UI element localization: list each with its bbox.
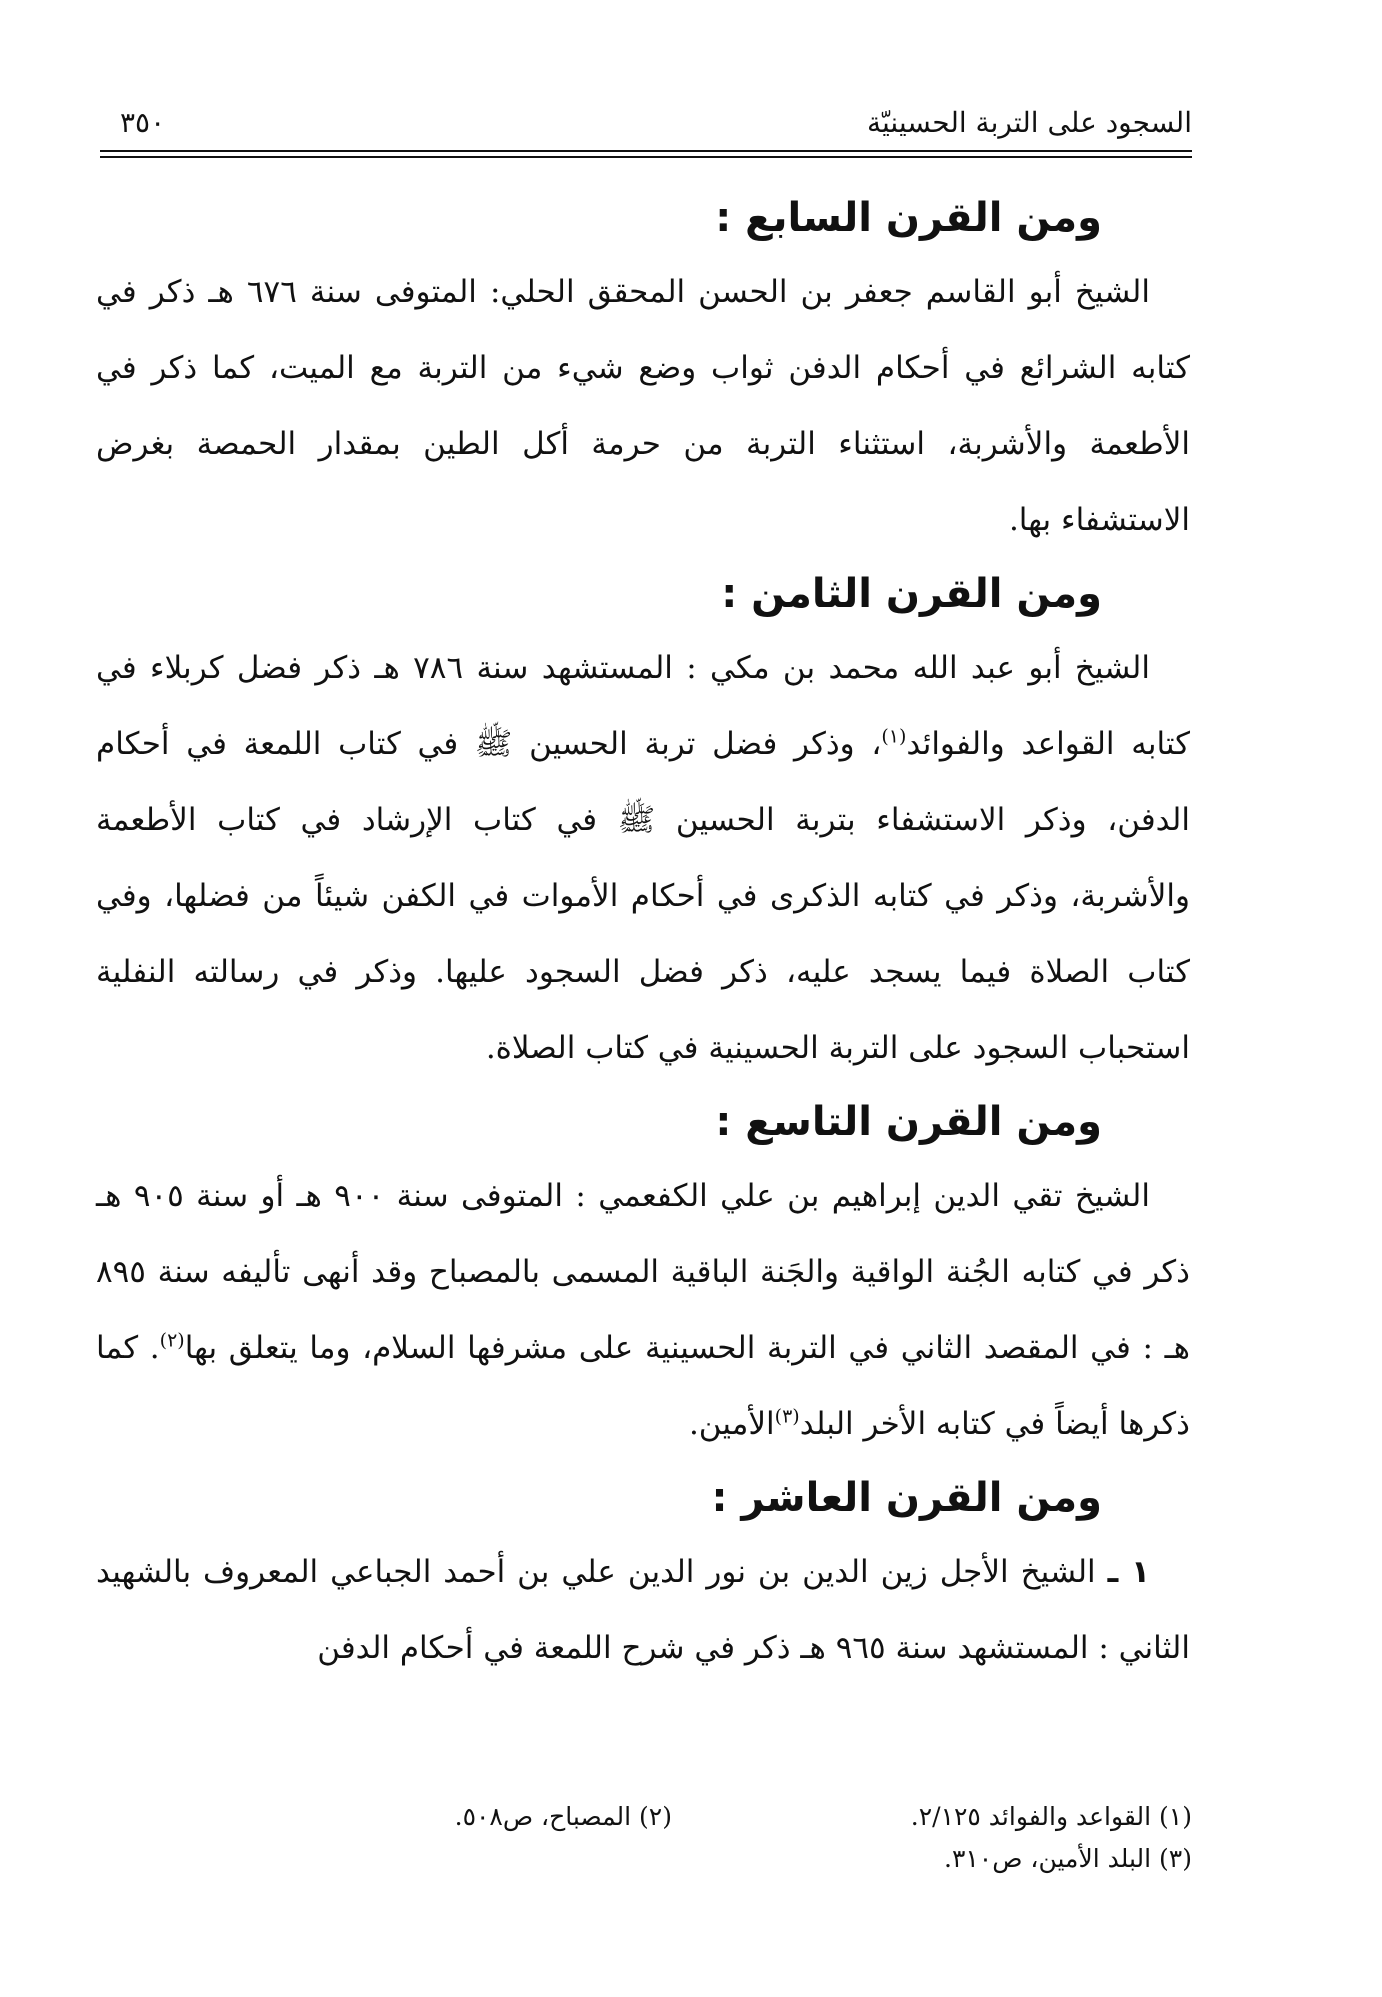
section-heading-8th-century: ومن القرن الثامن : (721, 571, 1102, 617)
paragraph-text: الشيخ أبو عبد الله محمد بن مكي : المستشهد سنة ٧٨٦ هـ ذكر فضل كربلاء في كتابه القواعد والفوائد (96, 650, 1191, 762)
header-rule-double (100, 156, 1192, 158)
paragraph-8th-century (96, 630, 1190, 1086)
header-rule (100, 150, 1192, 152)
paragraph-10th-century-item-1 (96, 1534, 1190, 1686)
paragraph-text: ، وذكر فضل تربة الحسين ﷺ في كتاب اللمعة في أحكام الدفن، وذكر الاستشفاء بتربة الحسين ﷺ في كتاب الإرشاد في كتاب الأطعمة والأشربة، وذكر في كتابه الذكرى في أحكام الأموات في الكفن شيئاً من فضلها، وفي كتاب الصلاة فيما يسجد عليه، ذكر فضل السجود عليها. وذكر في رسالته النفلية استحباب السجود على التربة الحسينية في كتاب الصلاة. (96, 726, 1190, 1066)
paragraph-9th-century (96, 1158, 1190, 1462)
section-heading-7th-century: ومن القرن السابع : (715, 195, 1102, 241)
running-title: السجود على التربة الحسينيّة (866, 106, 1192, 139)
paragraph-7th-century: الشيخ أبو القاسم جعفر بن الحسن المحقق الحلي: المتوفى سنة ٦٧٦ هـ ذكر في كتابه الشرائع في أحكام الدفن ثواب وضع شيء من التربة مع الميت، كما ذكر في الأطعمة والأشربة، استثناء التربة من حرمة أكل الطين بمقدار الحمصة بغرض الاستشفاء بها. (96, 274, 1190, 538)
footnote-2: (٢) المصباح، ص٥٠٨. (454, 1802, 672, 1831)
paragraph-text: الشيخ تقي الدين إبراهيم بن علي الكفعمي : المتوفى سنة ٩٠٠ هـ أو سنة ٩٠٥ هـ ذكر في كتابه الجُنة الواقية والجَنة الباقية المسمى بالمصباح وقد أنهى تأليفه سنة ٨٩٥ هـ : في المقصد الثاني في التربة الحسينية على مشرفها السلام، وما يتعلق بها (96, 1178, 1190, 1366)
footnote-3: (٣) البلد الأمين، ص٣١٠. (943, 1844, 1192, 1873)
section-heading-10th-century: ومن القرن العاشر : (711, 1475, 1102, 1521)
footnote-1: (١) القواعد والفوائد ٢/١٢٥. (910, 1802, 1192, 1831)
footnote-marker[interactable]: (٣) (774, 1405, 800, 1428)
paragraph-text: . كما ذكرها أيضاً في كتابه الأخر البلد (96, 1330, 1190, 1442)
footnote-marker[interactable]: (٢) (159, 1329, 185, 1352)
page-header (100, 106, 1192, 146)
paragraph-text: الشيخ الأجل زين الدين بن نور الدين علي بن أحمد الجباعي المعروف بالشهيد الثاني : المستشهد سنة ٩٦٥ هـ ذكر في شرح اللمعة في أحكام الدفن (96, 1554, 1190, 1666)
section-heading-9th-century: ومن القرن التاسع : (715, 1099, 1102, 1145)
page-number: ٣٥٠ (120, 106, 166, 139)
main-text (96, 182, 1190, 1686)
list-item-number: ١ ـ (1107, 1554, 1151, 1590)
paragraph-text: الأمين. (688, 1406, 775, 1442)
footnote-marker[interactable]: (١) (881, 725, 907, 748)
